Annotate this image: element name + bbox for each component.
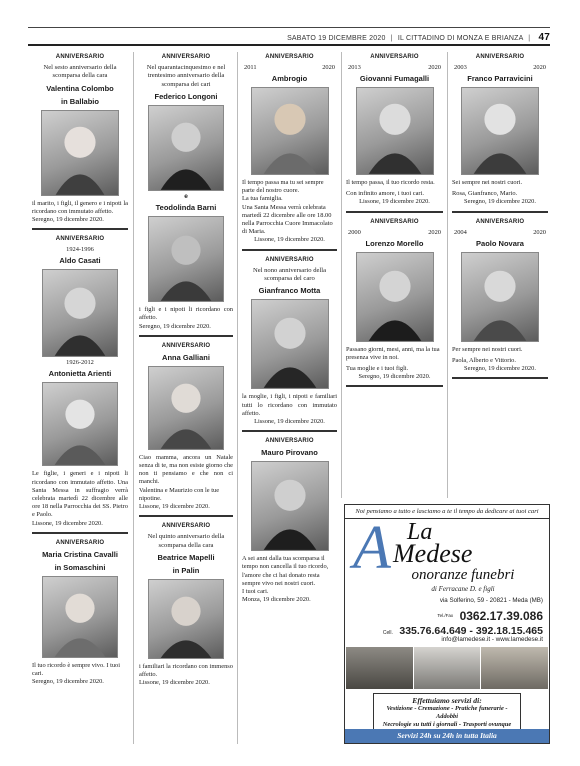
notice-label: ANNIVERSARIO xyxy=(55,539,105,546)
logo-letter: A xyxy=(353,514,391,582)
year-from: 2004 xyxy=(454,228,467,236)
notice-line: La tua famiglia. xyxy=(242,195,283,203)
portrait-photo xyxy=(42,269,118,357)
portrait-photo xyxy=(148,216,224,302)
years-span: 1924-1996 xyxy=(66,246,94,254)
obituary-motta xyxy=(242,257,337,433)
obituary-colombo xyxy=(32,54,128,230)
year-to: 2020 xyxy=(533,228,546,236)
notice-line: I tuoi cari. xyxy=(242,588,269,596)
deceased-name: Beatrice Mapelli xyxy=(157,553,215,563)
deceased-name: Franco Parravicini xyxy=(467,74,533,83)
year-to: 2020 xyxy=(322,64,335,71)
mobile-label: Cell. xyxy=(382,630,393,636)
notice-label: ANNIVERSARIO xyxy=(475,54,525,60)
year-from: 2011 xyxy=(244,64,257,71)
notice-signature: Seregno, 19 dicembre 2020. xyxy=(464,365,536,373)
notice-label: ANNIVERSARIO xyxy=(55,236,105,243)
deceased-name: Paolo Novara xyxy=(476,238,524,248)
notice-line: Il tempo passa ma tu sei sempre parte del nostro cuore. xyxy=(242,179,324,195)
obituary-fumagalli xyxy=(346,54,443,213)
notice-text xyxy=(452,346,548,365)
funeral-home-ad xyxy=(344,504,550,744)
notice-signature: Lissone, 19 dicembre 2020. xyxy=(254,236,325,244)
services-title: Effettuiamo servizi di: xyxy=(412,696,482,705)
obituary-parravicini xyxy=(452,54,548,213)
years-row xyxy=(244,64,335,71)
ad-web: info@lamedese.it - www.lamedese.it xyxy=(441,636,543,643)
notice-text xyxy=(346,346,443,374)
notice-intro: Nel nono anniversario della scomparsa del caro xyxy=(252,266,327,283)
ad-footer-banner: Servizi 24h su 24h in tutta Italia xyxy=(345,729,549,743)
notice-signature: Lissone, 19 dicembre 2020. xyxy=(254,418,325,426)
name-joiner: e xyxy=(184,193,188,201)
notice-signature: Lissone, 19 dicembre 2020. xyxy=(32,519,103,527)
hearse-photo xyxy=(414,647,481,689)
notice-label: ANNIVERSARIO xyxy=(265,438,314,445)
notice-signature: Lissone, 19 dicembre 2020. xyxy=(139,679,210,687)
notice-signature: Lissone, 19 dicembre 2020. xyxy=(359,198,430,206)
notice-label: ANNIVERSARIO xyxy=(265,256,314,263)
header-rule xyxy=(28,27,550,28)
notice-line: Rosa, Gianfranco, Mario. xyxy=(452,190,518,198)
notice-text: Il tuo ricordo è sempre vivo. I tuoi cari. xyxy=(32,661,121,678)
notice-label: ANNIVERSARIO xyxy=(161,342,211,349)
header-date: SABATO 19 DICEMBRE 2020 xyxy=(287,35,386,42)
column-5 xyxy=(452,52,548,385)
deceased-name: Lorenzo Morello xyxy=(365,238,424,248)
portrait-photo xyxy=(461,252,539,342)
notice-label: ANNIVERSARIO xyxy=(475,218,525,225)
notice-text xyxy=(452,179,548,198)
obituary-cavalli xyxy=(32,540,128,691)
ad-brand-article: La xyxy=(407,519,433,545)
notice-text: Le figlie, i generi e i nipoti li ricordano con immutato affetto. Una Santa Messa in suffragio verrà celebrata martedì 22 dicembre alle ore 18 nella Parrocchia dei SS. Pietro e Paolo. xyxy=(32,470,128,519)
column-3 xyxy=(242,52,337,614)
ad-tagline: Noi pensiamo a tutto e lasciamo a te il tempo da dedicare ai tuoi cari xyxy=(345,505,549,519)
years-row xyxy=(454,229,546,236)
deceased-name-suffix: in Ballabio xyxy=(61,96,99,106)
ad-address: via Solferino, 59 - 20821 - Meda (MB) xyxy=(439,597,543,604)
deceased-name: Maria Cristina Cavalli xyxy=(42,549,118,559)
ad-brand-name: Medese xyxy=(393,539,473,568)
notice-signature: Seregno, 19 dicembre 2020. xyxy=(358,373,431,381)
notice-line: Con infinito amore, i tuoi cari. xyxy=(346,190,424,198)
year-from: 2003 xyxy=(454,64,467,71)
notice-signature: Valentina e Maurizio con le tue nipotine. xyxy=(139,486,220,502)
deceased-name: Antonietta Arienti xyxy=(48,369,112,379)
phone-label: Tel./Fax xyxy=(437,613,454,619)
header-separator: | xyxy=(390,35,393,42)
page-number: 47 xyxy=(538,32,550,43)
year-from: 2000 xyxy=(348,228,361,236)
header-newspaper: IL CITTADINO DI MONZA E BRIANZA xyxy=(397,35,524,42)
notice-line: Paola, Alberto e Vittorio. xyxy=(452,356,516,364)
mobile-numbers: 335.76.64.649 - 392.18.15.465 xyxy=(399,625,543,637)
deceased-name: Mauro Pirovano xyxy=(261,448,318,458)
notice-text: il marito, i figli, il genero e i nipoti la ricordano con immutato affetto. xyxy=(32,199,128,216)
year-to: 2020 xyxy=(428,64,441,71)
notice-text: Ciao mamma, ancora un Natale senza di te, ma non esiste giorno che non ti pensiamo e che non ci manchi. xyxy=(139,453,233,486)
notice-line: Il tempo passa, il tuo ricordo resta. xyxy=(346,179,435,186)
services-line: Vestizione - Cremazione - Pratiche funerarie - Addobbi xyxy=(386,705,508,720)
notice-line: Una Santa Messa verrà celebrata martedì 22 dicembre alle ore 18.00 nella Parrocchia Cuore Immacolato di Maria. xyxy=(242,203,333,236)
notice-text xyxy=(346,179,443,198)
notice-text: la moglie, i figli, i nipoti e familiari tutti lo ricordano con immutato affetto. xyxy=(242,393,337,417)
chapel-photo xyxy=(346,647,413,689)
deceased-name: Giovanni Fumagalli xyxy=(359,74,430,83)
notice-text xyxy=(242,179,337,236)
year-to: 2020 xyxy=(533,64,546,71)
obituary-longoni-barni xyxy=(139,54,233,337)
notice-place-date: Lissone, 19 dicembre 2020. xyxy=(139,503,210,511)
portrait-photo xyxy=(356,252,434,342)
column-2 xyxy=(139,52,233,698)
notice-label: ANNIVERSARIO xyxy=(370,54,419,60)
column-divider xyxy=(133,52,134,744)
years-row xyxy=(348,64,441,71)
deceased-name-suffix: in Palin xyxy=(172,566,200,576)
deceased-name: Valentina Colombo xyxy=(46,83,114,93)
ad-owner: di Ferracane D. e figli xyxy=(431,585,495,593)
ad-photo-strip xyxy=(346,647,548,689)
portrait-photo xyxy=(148,366,224,450)
portrait-photo xyxy=(356,87,434,175)
notice-line: Sei sempre nei nostri cuori. xyxy=(452,179,523,186)
portrait-photo xyxy=(251,299,329,389)
notice-intro: Nel quinto anniversario della scomparsa della cara xyxy=(147,533,225,549)
notice-signature: Monza, 19 dicembre 2020. xyxy=(242,596,311,604)
column-divider xyxy=(447,52,448,498)
column-1 xyxy=(32,52,128,696)
portrait-photo xyxy=(41,110,119,196)
deceased-name: Ambrogio xyxy=(271,74,308,83)
header-separator: | xyxy=(528,35,531,42)
column-divider xyxy=(237,52,238,744)
notice-line: A sei anni dalla tua scomparsa il tempo non cancella il tuo ricordo, l'amore che ci hai donato resta sempre vivo nei nostri cuori. xyxy=(242,555,329,587)
notice-intro: Nel quarantacinquesimo e nel trentesimo anniversario della scomparsa dei cari xyxy=(146,64,226,88)
notice-signature: Seregno, 19 dicembre 2020. xyxy=(32,216,104,224)
obituary-novara xyxy=(452,219,548,380)
services-line: Necrologie su tutti i giornali - Trasporti ovunque xyxy=(382,721,512,728)
years-row xyxy=(348,229,441,236)
phone-number: 0362.17.39.086 xyxy=(459,609,543,623)
obituary-pirovano xyxy=(242,438,337,608)
portrait-photo xyxy=(148,105,224,191)
obituary-casati-arienti xyxy=(32,236,128,533)
years-row xyxy=(454,64,546,71)
deceased-name: Teodolinda Barni xyxy=(155,203,217,213)
notice-label: ANNIVERSARIO xyxy=(161,523,211,530)
notice-text xyxy=(242,555,337,596)
portrait-photo xyxy=(251,87,329,175)
deceased-name: Aldo Casati xyxy=(59,256,101,266)
notice-signature: Seregno, 19 dicembre 2020. xyxy=(464,198,536,206)
deceased-name: Federico Longoni xyxy=(154,92,218,102)
notice-label: ANNIVERSARIO xyxy=(265,54,314,60)
notice-line: Per sempre nei nostri cuori. xyxy=(452,345,523,353)
deceased-name: Gianfranco Motta xyxy=(258,286,321,296)
portrait-photo xyxy=(251,461,329,551)
deceased-name-suffix: in Somaschini xyxy=(54,562,106,572)
notice-intro: Nel sesto anniversario della scomparsa della cara xyxy=(43,64,117,80)
notice-text: i familiari la ricordano con immenso affetto. xyxy=(139,663,233,679)
obituary-morello xyxy=(346,219,443,388)
notice-label: ANNIVERSARIO xyxy=(161,54,211,60)
notice-signature: Seregno, 19 dicembre 2020. xyxy=(139,322,211,330)
column-4 xyxy=(346,52,443,393)
ad-subtitle: onoranze funebri xyxy=(411,567,515,583)
notice-line: Passano giorni, mesi, anni, ma la tua presenza vive in noi. xyxy=(346,345,440,361)
portrait-photo xyxy=(42,576,118,658)
obituary-mapelli xyxy=(139,523,233,691)
ad-services-box xyxy=(373,693,521,732)
interior-photo xyxy=(481,647,548,689)
notice-signature: Seregno, 19 dicembre 2020. xyxy=(32,678,104,686)
portrait-photo xyxy=(42,382,118,466)
deceased-name: Anna Galliani xyxy=(162,352,210,362)
obituary-galliani xyxy=(139,343,233,517)
notice-label: ANNIVERSARIO xyxy=(55,54,105,60)
obituary-ambrogio xyxy=(242,54,337,251)
portrait-photo xyxy=(461,87,539,175)
page-header xyxy=(28,30,550,46)
header-info xyxy=(287,32,550,43)
notice-label: ANNIVERSARIO xyxy=(370,218,419,225)
portrait-photo xyxy=(148,579,224,659)
year-from: 2013 xyxy=(348,64,361,71)
column-divider xyxy=(341,52,342,498)
notice-text: i figli e i nipoti li ricordano con affetto. xyxy=(139,306,233,322)
years-span: 1926-2012 xyxy=(66,359,94,367)
year-to: 2020 xyxy=(428,228,441,236)
notice-line: Tua moglie e i tuoi figli. xyxy=(346,365,409,373)
